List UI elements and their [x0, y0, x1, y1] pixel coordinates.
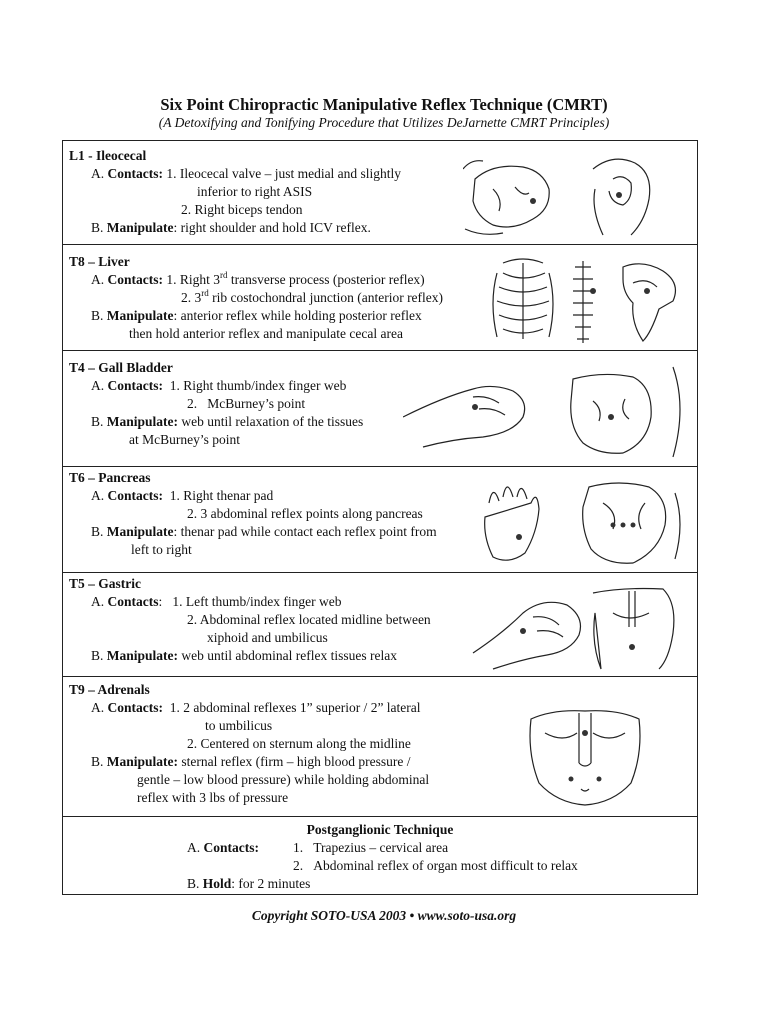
contact-text: Right biceps tendon — [194, 202, 303, 217]
contact-number: 1. — [169, 700, 180, 715]
contacts-label: Contacts: — [107, 700, 163, 715]
section-heading: T9 – Adrenals — [69, 682, 150, 697]
contact-number: 2. — [181, 290, 192, 305]
manipulate-text-cont: at McBurney’s point — [129, 432, 240, 447]
section-pancreas — [63, 467, 697, 573]
hold-row — [187, 875, 310, 893]
section-adrenals — [63, 677, 697, 817]
manipulate-label: Manipulate — [106, 308, 174, 323]
manipulate-label: Manipulate — [106, 524, 174, 539]
section-heading: Postganglionic Technique — [306, 822, 454, 837]
manipulate-row — [91, 753, 410, 771]
ileocecal-illustration — [463, 149, 673, 239]
manipulate-row — [91, 219, 371, 237]
contacts-row — [187, 839, 259, 857]
hold-label: Hold — [202, 876, 232, 891]
manipulate-text: : right shoulder and hold ICV reflex. — [173, 220, 371, 235]
item-letter: A. — [187, 840, 201, 855]
contact-row-2 — [187, 735, 411, 753]
contact-number: 2. — [181, 202, 192, 217]
contact-number: 1. — [166, 272, 177, 287]
contacts-row — [91, 377, 346, 395]
manipulate-text-cont: gentle – low blood pressure) while holding abdominal — [137, 772, 430, 787]
contact-row-2 — [187, 611, 431, 629]
contact-text: transverse process (posterior reflex) — [227, 272, 425, 287]
item-letter: B. — [91, 648, 104, 663]
pancreas-illustration — [479, 473, 693, 569]
contact-number: 1. — [172, 594, 183, 609]
manipulate-row — [91, 413, 363, 431]
contact-number: 1. — [169, 378, 180, 393]
contacts-label: Contacts: — [107, 488, 163, 503]
contact-row-2 — [181, 201, 303, 219]
contact-text: McBurney’s point — [207, 396, 306, 411]
item-letter: A. — [91, 488, 105, 503]
manipulate-text: : anterior reflex while holding posterior reflex — [173, 308, 422, 323]
item-letter: B. — [187, 876, 200, 891]
manipulate-label: Manipulate: — [106, 414, 179, 429]
contact-text: Right 3 — [179, 272, 221, 287]
manipulate-text: : thenar pad while contact each reflex point from — [173, 524, 437, 539]
page-title: Six Point Chiropractic Manipulative Reflex Technique (CMRT) — [160, 95, 608, 114]
section-gastric — [63, 573, 697, 677]
manipulate-text-cont: left to right — [131, 542, 192, 557]
contact-row-1 — [293, 839, 448, 857]
contacts-label: Contacts: — [203, 840, 259, 855]
section-ileocecal — [63, 141, 697, 245]
item-letter: B. — [91, 308, 104, 323]
section-heading: T8 – Liver — [69, 254, 130, 269]
manipulate-row — [91, 647, 397, 665]
technique-table — [62, 140, 698, 895]
item-letter: A. — [91, 378, 105, 393]
contact-number: 2. — [187, 506, 198, 521]
contacts-label: Contacts — [107, 594, 159, 609]
contact-text-cont: inferior to right ASIS — [197, 184, 313, 199]
item-letter: A. — [91, 594, 105, 609]
contacts-row — [91, 593, 341, 611]
contact-text: Ileocecal valve – just medial and slightly — [179, 166, 402, 181]
ordinal-suffix: rd — [201, 287, 209, 298]
manipulate-label: Manipulate: — [106, 754, 179, 769]
section-heading: T5 – Gastric — [69, 576, 141, 591]
manipulate-text: web until abdominal reflex tissues relax — [178, 648, 397, 663]
contact-text-cont: to umbilicus — [205, 718, 273, 733]
manipulate-text: sternal reflex (firm – high blood pressure / — [178, 754, 411, 769]
contacts-label: Contacts: — [107, 166, 163, 181]
manipulate-label: Manipulate: — [106, 648, 179, 663]
adrenals-illustration — [523, 703, 647, 809]
ordinal-suffix: rd — [220, 269, 228, 280]
contact-number: 1. — [166, 166, 177, 181]
section-liver — [63, 245, 697, 351]
contact-text: rib costochondral junction (anterior reflex) — [208, 290, 444, 305]
contact-text: Right thenar pad — [183, 488, 274, 503]
contacts-row — [91, 165, 401, 183]
contacts-label: Contacts: — [107, 272, 163, 287]
contact-number: 2. — [293, 858, 304, 873]
contact-number: 2. — [187, 612, 198, 627]
contacts-row — [91, 699, 421, 717]
manipulate-row — [91, 307, 422, 325]
contact-row-2 — [181, 289, 443, 307]
section-heading: L1 - Ileocecal — [69, 148, 147, 163]
contact-row-2 — [187, 505, 423, 523]
section-gall-bladder — [63, 351, 697, 467]
item-letter: B. — [91, 220, 104, 235]
contact-number: 2. — [187, 736, 198, 751]
contacts-row — [91, 271, 425, 289]
hold-text: : for 2 minutes — [231, 876, 311, 891]
contact-text: 2 abdominal reflexes 1” superior / 2” lateral — [183, 700, 421, 715]
contact-text: Left thumb/index finger web — [185, 594, 342, 609]
section-heading: T4 – Gall Bladder — [69, 360, 173, 375]
manipulate-row — [91, 523, 437, 541]
manipulate-text-cont-2: reflex with 3 lbs of pressure — [137, 790, 289, 805]
contact-text: Abdominal reflex located midline between — [199, 612, 431, 627]
contact-text: Right thumb/index finger web — [183, 378, 347, 393]
manipulate-text: web until relaxation of the tissues — [178, 414, 364, 429]
copyright-footer: Copyright SOTO-USA 2003 • www.soto-usa.org — [251, 908, 517, 923]
contact-text: Trapezius – cervical area — [313, 840, 449, 855]
item-letter: B. — [91, 524, 104, 539]
contact-text: 3 — [194, 290, 202, 305]
subtitle-text: (A Detoxifying and Tonifying Procedure that Utilizes DeJarnette CMRT Principles) — [158, 115, 610, 130]
page-subtitle — [0, 115, 768, 131]
gastric-illustration — [463, 583, 693, 673]
manipulate-text-cont: then hold anterior reflex and manipulate cecal area — [129, 326, 403, 341]
liver-illustration — [483, 253, 689, 347]
contacts-label: Contacts: — [107, 378, 163, 393]
contact-number: 1. — [293, 840, 304, 855]
contact-number: 2. — [187, 396, 198, 411]
gall-bladder-illustration — [403, 357, 693, 461]
item-letter: A. — [91, 700, 105, 715]
contact-text: Centered on sternum along the midline — [200, 736, 411, 751]
item-letter: B. — [91, 754, 104, 769]
item-letter: B. — [91, 414, 104, 429]
contact-text-cont: xiphoid and umbilicus — [207, 630, 328, 645]
contact-text: Abdominal reflex of organ most difficult to relax — [313, 858, 578, 873]
contact-text: 3 abdominal reflex points along pancreas — [200, 506, 423, 521]
manipulate-label: Manipulate — [106, 220, 174, 235]
section-postganglionic — [63, 817, 697, 895]
section-heading: T6 – Pancreas — [69, 470, 151, 485]
contacts-colon: : — [158, 594, 163, 609]
contacts-row — [91, 487, 273, 505]
item-letter: A. — [91, 272, 105, 287]
contact-row-2 — [187, 395, 305, 413]
contact-row-2 — [293, 857, 578, 875]
contact-number: 1. — [169, 488, 180, 503]
item-letter: A. — [91, 166, 105, 181]
